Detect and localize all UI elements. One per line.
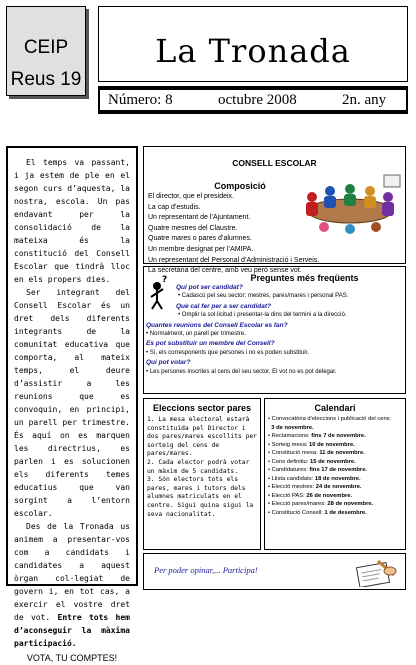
- writing-hand-icon: [354, 557, 398, 587]
- faq-question: Què cal fer per a ser candidat?: [176, 302, 272, 310]
- editorial-closing-bold: Entre tots hem d’aconseguir la màxima participació.: [14, 613, 130, 648]
- list-item: Un representant del Personal d’Administració i Serveis.: [148, 256, 320, 264]
- faq-question: Qui pot ser candidat?: [176, 284, 243, 291]
- list-item: Un membre designat per l’AMIPA.: [148, 245, 254, 253]
- school-badge: [6, 6, 86, 96]
- title-frame: [98, 6, 408, 82]
- faq-panel: [143, 266, 406, 394]
- faq-answer: Normalment, un parell per trimestre.: [149, 331, 246, 338]
- faq-answer: Les persones inscrites al cens del seu sector. El vot no es pot delegar.: [149, 368, 337, 375]
- footer-slogan: Per poder opinar,... Participa!: [154, 565, 258, 575]
- list-item: Quatre mestres del Claustre.: [148, 224, 238, 232]
- school-number: Reus 19: [10, 69, 82, 90]
- composicio-title: Composició: [214, 181, 266, 191]
- school-name: CEIP: [23, 37, 69, 58]
- faq-answer: Omplir la sol·licitud i presentar-la dins del termini a la direcció.: [181, 312, 347, 319]
- consell-heading: CONSELL ESCOLAR: [232, 158, 317, 168]
- list-item: • Elecció mestres: 24 de novembre.: [268, 484, 362, 490]
- list-item: • Sorteig mesa: 10 de novembre.: [268, 441, 355, 448]
- list-item: La secretària del centre, amb veu però sense vot.: [148, 267, 302, 275]
- list-item: • Candidatures: fins 17 de novembre.: [268, 467, 368, 473]
- consell-escolar-panel: [143, 146, 406, 275]
- list-item: 3. Són electors tots els pares, mares i tutors dels alumnes matriculats en el centre. Sigui quina sigui la seva nacionalitat.: [147, 476, 254, 518]
- list-item: • Convocatòria d’eleccions i publicació del cens:: [268, 416, 392, 422]
- list-item: • Cens definitiu: 15 de novembre.: [268, 458, 356, 465]
- editorial-final: VOTA, TU COMPTES!: [26, 653, 118, 663]
- list-item: La cap d’estudis.: [148, 203, 201, 211]
- faq-list: Qui pot ser candidat? • Cadascú pel seu sector: mestres, pares/mares i personal PAS. Què cal fer per a ser candidat? • Omplir la sol·licitud i presentar-la dins del termini a la direcció. Quantes reunions del Consell Escolar es fan? • Normalment, un parell per trimestre. Es pot substituir un membre del Consell? • Sí, els corresponents que persones i no es poden substituir. Qui pot votar? • Les persones inscrites al cens del seu sector. El vot no es pot delegar.: [146, 283, 404, 377]
- calendari-panel: [264, 398, 406, 550]
- faq-title: Preguntes més freqüents: [250, 273, 359, 283]
- list-item: 3 de novembre.: [271, 424, 314, 431]
- list-item: • Reclamacions: fins 7 de novembre.: [268, 433, 366, 439]
- faq-question: Qui pot votar?: [146, 359, 191, 367]
- issue-month: octubre 2008: [218, 92, 297, 108]
- faq-answer: Cadascú pel seu sector: mestres, pares/mares i personal PAS.: [181, 293, 349, 300]
- faq-answer: Sí, els corresponents que persones i no es poden substituir.: [149, 349, 309, 356]
- footer-banner: [143, 553, 406, 590]
- list-item: 1. La mesa electoral estarà constituïda pel Director i dos pares/mares escollits per sorteig del cens de pares/mares.: [147, 416, 257, 458]
- list-item: 2. Cada elector podrà votar un màxim de 5 candidats.: [147, 458, 250, 475]
- eleccions-title: Eleccions sector pares: [152, 403, 252, 413]
- editorial-paragraph: Ser integrant del Consell Escolar és un dret dels diferents integrants de la comunitat educativa que comporta, al mateix temps, el deure d’assistir a les reunions que es convoquin, en principi, un parell per trimestre. És aquí on es marquen les directrius, es parlen i es solucionen els diferents temes educatius que van sorgint a l’entorn escolar.: [14, 288, 130, 518]
- list-item: • Llista candidats: 18 de novembre.: [268, 475, 361, 482]
- list-item: • Elecció PAS: 26 de novembre.: [268, 492, 353, 499]
- editorial-paragraph: El temps va passant, i ja estem de ple en el segon curs d’aquesta, la nostra, escola. Un pas endavant per la consolidació de la mateixa és la constitució del Consell Escolar que tindrà lloc en els propers dies.: [14, 158, 130, 284]
- list-item: Quatre mares o pares d’alumnes.: [148, 235, 252, 243]
- calendari-title: Calendari: [314, 403, 356, 413]
- eleccions-panel: [143, 398, 261, 550]
- list-item: El director, que el presideix.: [148, 193, 234, 200]
- issue-year: 2n. any: [342, 92, 387, 108]
- list-item: • Constitució Consell: 1 de desembre.: [268, 509, 367, 516]
- list-item: • Elecció pares/mares: 28 de novembre.: [268, 501, 374, 507]
- list-item: • Constitució mesa: 11 de novembre.: [268, 450, 365, 456]
- issue-number: Número: 8: [108, 92, 173, 108]
- meeting-illustration: [294, 171, 404, 237]
- faq-question: Es pot substituir un membre del Consell?: [146, 340, 275, 348]
- issue-bar: [98, 86, 408, 114]
- newspaper-title: La Tronada: [155, 32, 351, 70]
- svg-text:?: ?: [162, 275, 168, 285]
- editorial-column: [6, 146, 138, 663]
- list-item: Un representant de l’Ajuntament.: [148, 214, 251, 222]
- faq-question: Quantes reunions del Consell Escolar es fan?: [146, 321, 288, 329]
- editorial-closing: Des de la Tronada us animem a presentar-vos com a candidats i candidates a aquest òrgan col·legiat de govern i, en tot cas, a exercir el vostre dret de vot.: [14, 522, 130, 622]
